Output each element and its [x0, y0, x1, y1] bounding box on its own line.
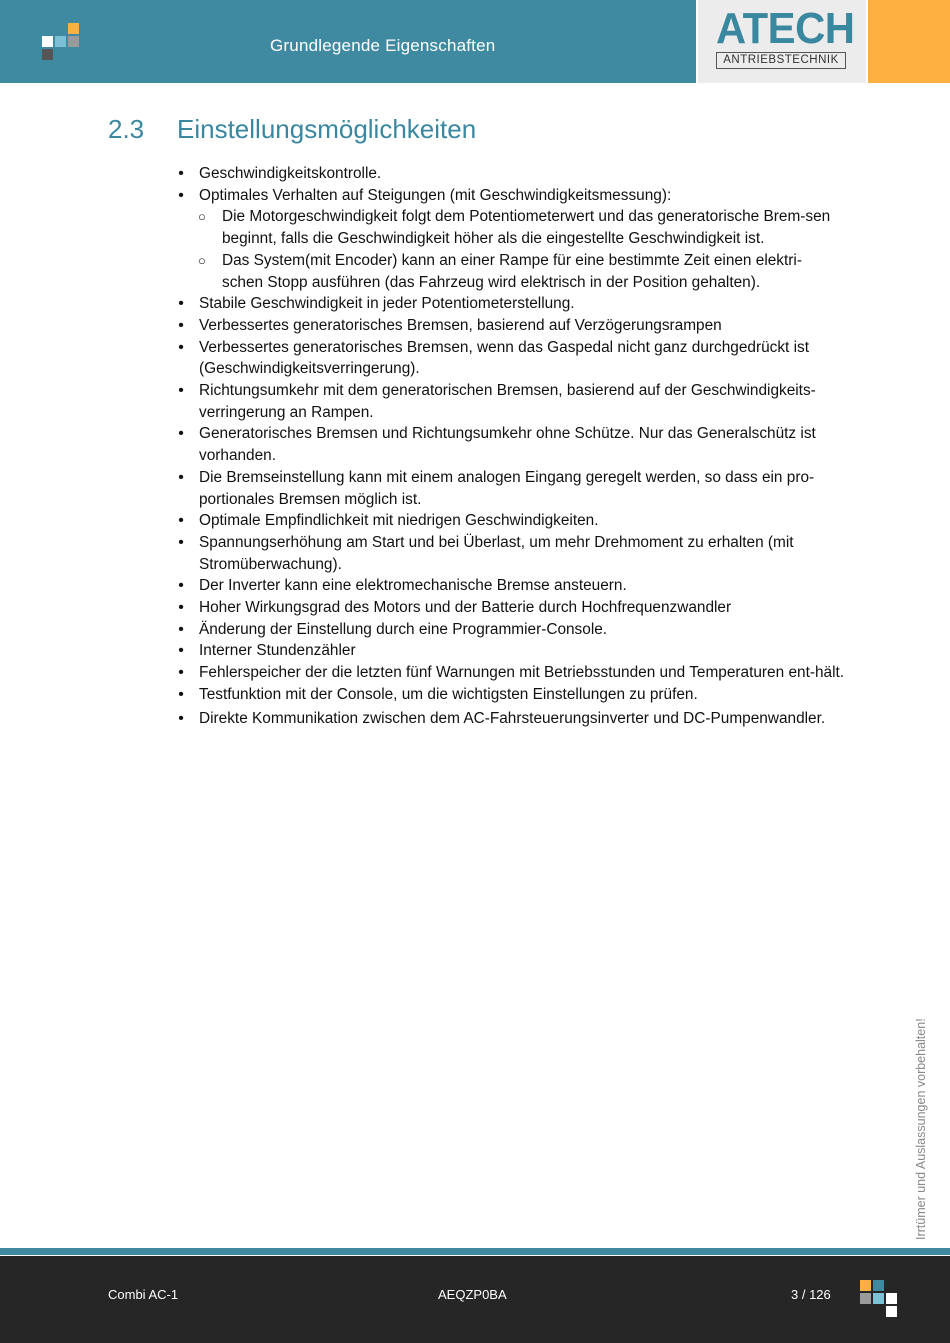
footer-document-code: AEQZP0BA	[438, 1287, 507, 1302]
bullet-icon: •	[178, 577, 184, 595]
sub-list-item: ○ Das System(mit Encoder) kann an einer Rampe für eine bestimmte Zeit einen elektri-schen Stopp ausführen (das Fahrzeug wird elektrisch in der Position gehalten).	[198, 251, 802, 291]
footer-divider	[0, 1248, 950, 1255]
header-accent-block	[868, 0, 950, 83]
bullet-icon: •	[178, 642, 184, 660]
page-footer	[0, 1256, 950, 1343]
list-item: • Änderung der Einstellung durch eine Programmier-Console.	[0, 619, 950, 641]
bullet-icon: •	[178, 664, 184, 682]
bullet-icon: •	[178, 338, 184, 356]
bullet-icon: •	[178, 295, 184, 313]
company-logo	[698, 0, 866, 83]
disclaimer-note: Irrtümer und Auslassungen vorbehalten!	[914, 1018, 928, 1240]
circle-bullet-icon: ○	[198, 209, 206, 225]
footer-page-number: 3 / 126	[791, 1287, 831, 1302]
bullet-icon: •	[178, 599, 184, 617]
bullet-icon: •	[178, 425, 184, 443]
logo-sub-text: ANTRIEBSTECHNIK	[716, 52, 846, 69]
list-item: • Optimale Empfindlichkeit mit niedrigen Geschwindigkeiten.	[0, 510, 950, 532]
sub-list-item: ○ Die Motorgeschwindigkeit folgt dem Potentiometerwert und das generatorische Brem-sen beginnt, falls die Geschwindigkeit höher als die eingestellte Geschwindigkeit ist.	[198, 208, 831, 248]
list-item: • Hoher Wirkungsgrad des Motors und der Batterie durch Hochfrequenzwandler	[0, 597, 950, 619]
list-item: • Spannungserhöhung am Start und bei Überlast, um mehr Drehmoment zu erhalten (mit Stromüberwachung).	[0, 532, 950, 575]
list-item: • Verbessertes generatorisches Bremsen, wenn das Gaspedal nicht ganz durchgedrückt ist (Geschwindigkeitsverringerung).	[0, 337, 950, 380]
section-number: 2.3	[108, 114, 145, 144]
bullet-icon: •	[178, 533, 184, 551]
bullet-icon: •	[178, 620, 184, 638]
section-title: Einstellungsmöglichkeiten	[177, 114, 477, 144]
bullet-icon: •	[178, 468, 184, 486]
list-item: • Richtungsumkehr mit dem generatorischen Bremsen, basierend auf der Geschwindigkeits-verringerung an Rampen.	[0, 380, 950, 423]
bullet-icon: •	[178, 165, 184, 182]
bullet-icon: •	[178, 685, 184, 703]
footer-product: Combi AC-1	[108, 1287, 179, 1302]
list-item: • Generatorisches Bremsen und Richtungsumkehr ohne Schütze. Nur das Generalschütz ist vorhanden.	[0, 423, 950, 466]
list-item: • Der Inverter kann eine elektromechanische Bremse ansteuern.	[0, 575, 950, 597]
circle-bullet-icon: ○	[198, 252, 206, 268]
feature-list	[0, 163, 950, 729]
list-item: • Interner Stundenzähler	[0, 640, 950, 662]
bullet-icon: •	[178, 709, 184, 727]
list-item: • Die Bremseinstellung kann mit einem analogen Eingang geregelt werden, so dass ein pro-portionales Bremsen möglich ist.	[0, 467, 950, 510]
logo-main-text: ATECH	[716, 4, 855, 53]
list-item: • Testfunktion mit der Console, um die wichtigsten Einstellungen zu prüfen.	[0, 684, 950, 706]
list-item: • Direkte Kommunikation zwischen dem AC-Fahrsteuerungsinverter und DC-Pumpenwandler.	[0, 708, 950, 730]
list-item: • Optimales Verhalten auf Steigungen (mit Geschwindigkeitsmessung):	[0, 185, 950, 207]
bullet-icon: •	[178, 512, 184, 530]
page-header	[0, 0, 950, 83]
list-item: • Stabile Geschwindigkeit in jeder Potentiometerstellung.	[0, 293, 950, 315]
bullet-icon: •	[178, 186, 184, 204]
bullet-icon: •	[178, 382, 184, 400]
bullet-icon: •	[178, 316, 184, 334]
header-title: Grundlegende Eigenschaften	[270, 36, 496, 55]
list-item: • Verbessertes generatorisches Bremsen, basierend auf Verzögerungsrampen	[0, 315, 950, 337]
list-item: • Geschwindigkeitskontrolle.	[0, 163, 950, 185]
list-item: • Fehlerspeicher der die letzten fünf Warnungen mit Betriebsstunden und Temperaturen ent-hält.	[0, 662, 950, 684]
